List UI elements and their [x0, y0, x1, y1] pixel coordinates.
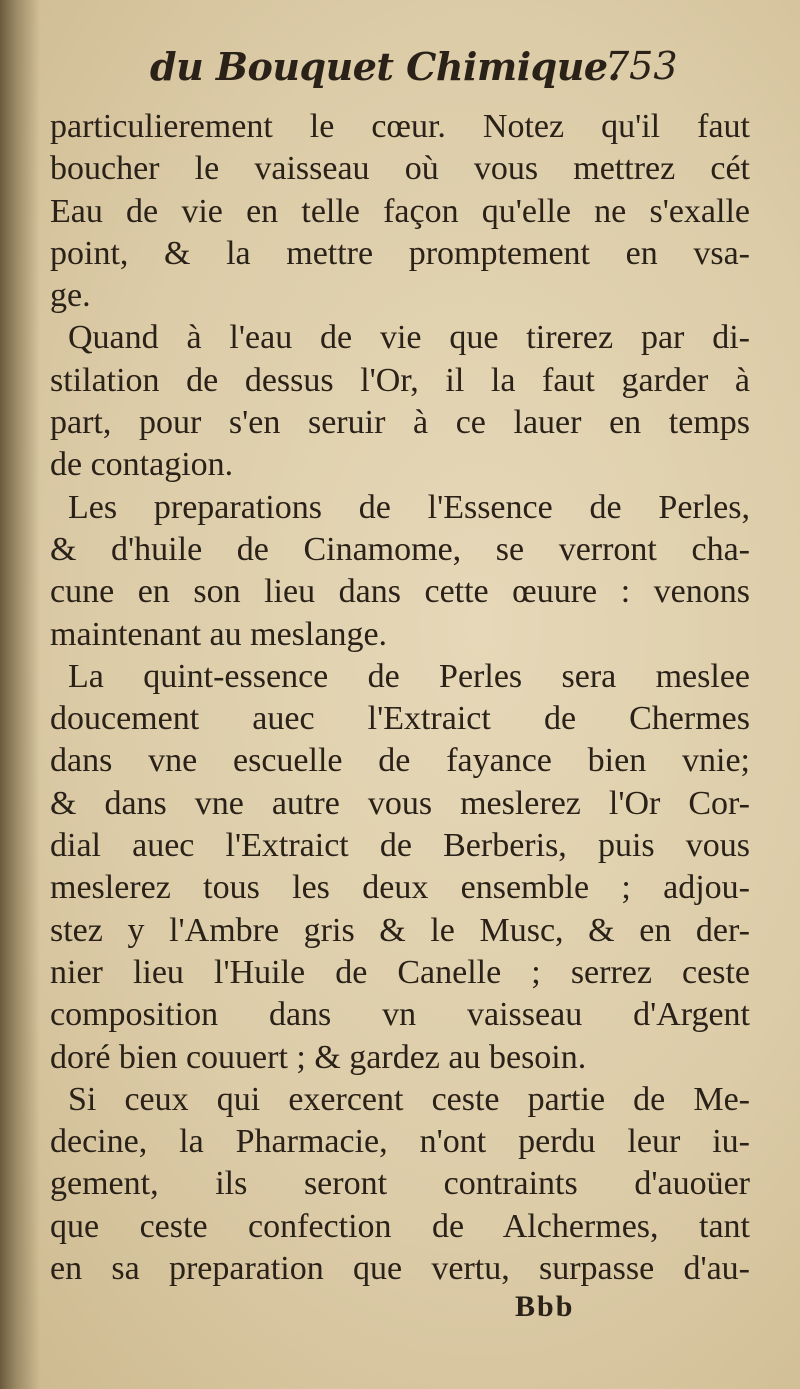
text-line: & dans vne autre vous meslerez l'Or Cor- — [50, 784, 750, 822]
text-line: Eau de vie en telle façon qu'elle ne s'exalle — [50, 192, 750, 230]
text-line: La quint-essence de Perles sera meslee — [68, 657, 750, 695]
text-line: decine, la Pharmacie, n'ont perdu leur iu- — [50, 1123, 750, 1161]
text-line: Si ceux qui exercent ceste partie de Me- — [68, 1080, 750, 1118]
text-line: doucement auec l'Extraict de Chermes — [50, 700, 750, 738]
text-line: stez y l'Ambre gris & le Musc, & en der- — [50, 911, 750, 949]
text-line: ge. — [50, 277, 91, 315]
text-line: cune en son lieu dans cette œuure : venons — [50, 573, 750, 611]
text-line: dans vne escuelle de fayance bien vnie; — [50, 742, 750, 780]
text-line: Les preparations de l'Essence de Perles, — [68, 488, 750, 526]
body-text — [50, 106, 750, 1290]
text-line: stilation de dessus l'Or, il la faut garder à — [50, 361, 750, 399]
text-line: que ceste confection de Alchermes, tant — [50, 1207, 750, 1245]
text-line: part, pour s'en seruir à ce lauer en temps — [50, 404, 750, 442]
text-line: particulierement le cœur. Notez qu'il faut — [50, 108, 750, 145]
text-line: maintenant au meslange. — [50, 615, 388, 653]
running-head-title: du Bouquet Chimique. — [150, 44, 621, 89]
text-line: & d'huile de Cinamome, se verront cha- — [50, 530, 750, 568]
text-line: dial auec l'Extraict de Berberis, puis vous — [50, 827, 750, 865]
text-line: nier lieu l'Huile de Canelle ; serrez ceste — [50, 953, 750, 991]
signature-mark: Bbb — [515, 1290, 575, 1323]
text-line: gement, ils seront contraints d'auoüer — [50, 1165, 750, 1203]
text-line: doré bien couuert ; & gardez au besoin. — [50, 1038, 587, 1076]
text-line: meslerez tous les deux ensemble ; adjou- — [50, 869, 750, 907]
text-line: point, & la mettre promptement en vsa- — [50, 234, 750, 272]
page-number: 753 — [605, 44, 678, 88]
text-line: composition dans vn vaisseau d'Argent — [50, 996, 750, 1034]
text-line: Quand à l'eau de vie que tirerez par di- — [68, 319, 750, 357]
running-head — [0, 44, 800, 104]
text-line: en sa preparation que vertu, surpasse d'au- — [50, 1250, 750, 1288]
text-line: de contagion. — [50, 446, 234, 484]
text-line: boucher le vaisseau où vous mettrez cét — [50, 150, 750, 188]
gutter-shadow — [0, 0, 40, 1389]
